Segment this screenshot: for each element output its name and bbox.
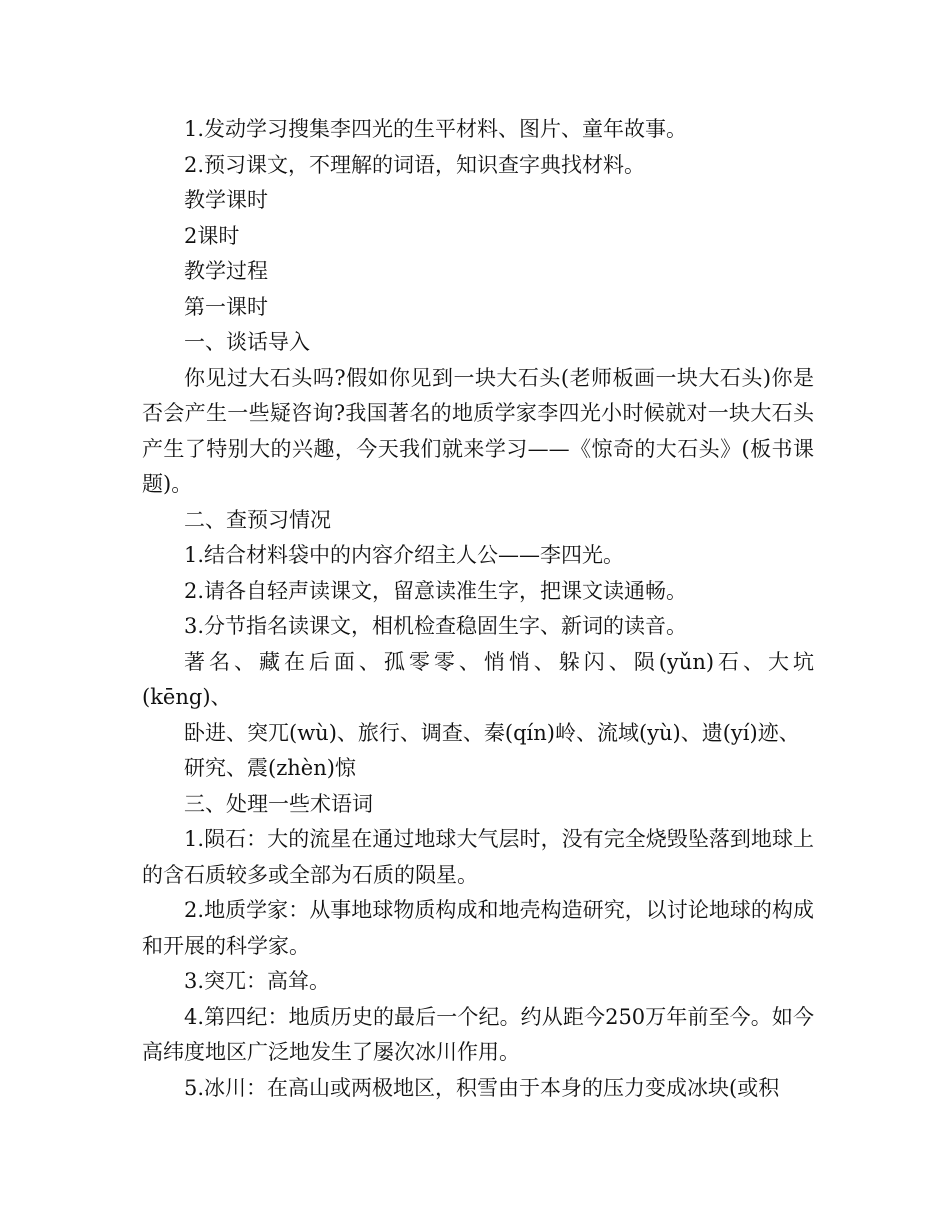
preview-item-1: 1.结合材料袋中的内容介绍主人公——李四光。 — [184, 543, 625, 567]
prep-item-1: 1.发动学习搜集李四光的生平材料、图片、童年故事。 — [184, 117, 688, 141]
vocab-line-3: 研究、震(zhèn)惊 — [184, 756, 356, 780]
term-quaternary: 4.第四纪：地质历史的最后一个纪。约从距今250万年前至今。如今高纬度地区广泛地发生了屡次冰川作用。 — [142, 1004, 814, 1064]
section-terms-heading: 三、处理一些术语词 — [184, 791, 373, 816]
intro-paragraph: 你见过大石头吗?假如你见到一块大石头(老师板画一块大石头)你是否会产生一些疑咨询?我国著名的地质学家李四光小时候就对一块大石头产生了特别大的兴趣，今天我们就来学习——《惊奇的大石头》(板书课题)。 — [142, 365, 814, 496]
vocab-line-2: 卧进、突兀(wù)、旅行、调查、秦(qín)岭、流域(yù)、遗(yí)迹、 — [184, 720, 800, 745]
term-glacier: 5.冰川：在高山或两极地区，积雪由于本身的压力变成冰块(或积 — [184, 1075, 780, 1100]
term-meteorite: 1.陨石：大的流星在通过地球大气层时，没有完全烧毁坠落到地球上的含石质较多或全部为石质的陨星。 — [142, 827, 814, 887]
preview-item-2: 2.请各自轻声读课文，留意读准生字，把课文读通畅。 — [184, 578, 688, 603]
document-page — [142, 112, 814, 1106]
section-intro-heading: 一、谈话导入 — [184, 330, 310, 354]
heading-teaching-hours: 教学课时 — [184, 188, 268, 212]
section-preview-heading: 二、查预习情况 — [184, 507, 331, 532]
heading-first-lesson: 第一课时 — [184, 294, 268, 319]
vocab-line-1-cont: (kēng)、 — [142, 685, 232, 709]
term-geologist: 2.地质学家：从事地球物质构成和地壳构造研究，以讨论地球的构成和开展的科学家。 — [142, 898, 814, 958]
heading-teaching-process: 教学过程 — [184, 259, 268, 283]
preview-item-3: 3.分节指名读课文，相机检查稳固生字、新词的读音。 — [184, 614, 688, 638]
prep-item-2: 2.预习课文，不理解的词语，知识查字典找材料。 — [184, 152, 646, 177]
vocab-line-1: 著名、藏在后面、孤零零、悄悄、躲闪、陨(yǔn)石、大坑 — [184, 649, 814, 674]
teaching-hours-value: 2课时 — [184, 223, 240, 248]
term-towering: 3.突兀：高耸。 — [184, 969, 331, 993]
